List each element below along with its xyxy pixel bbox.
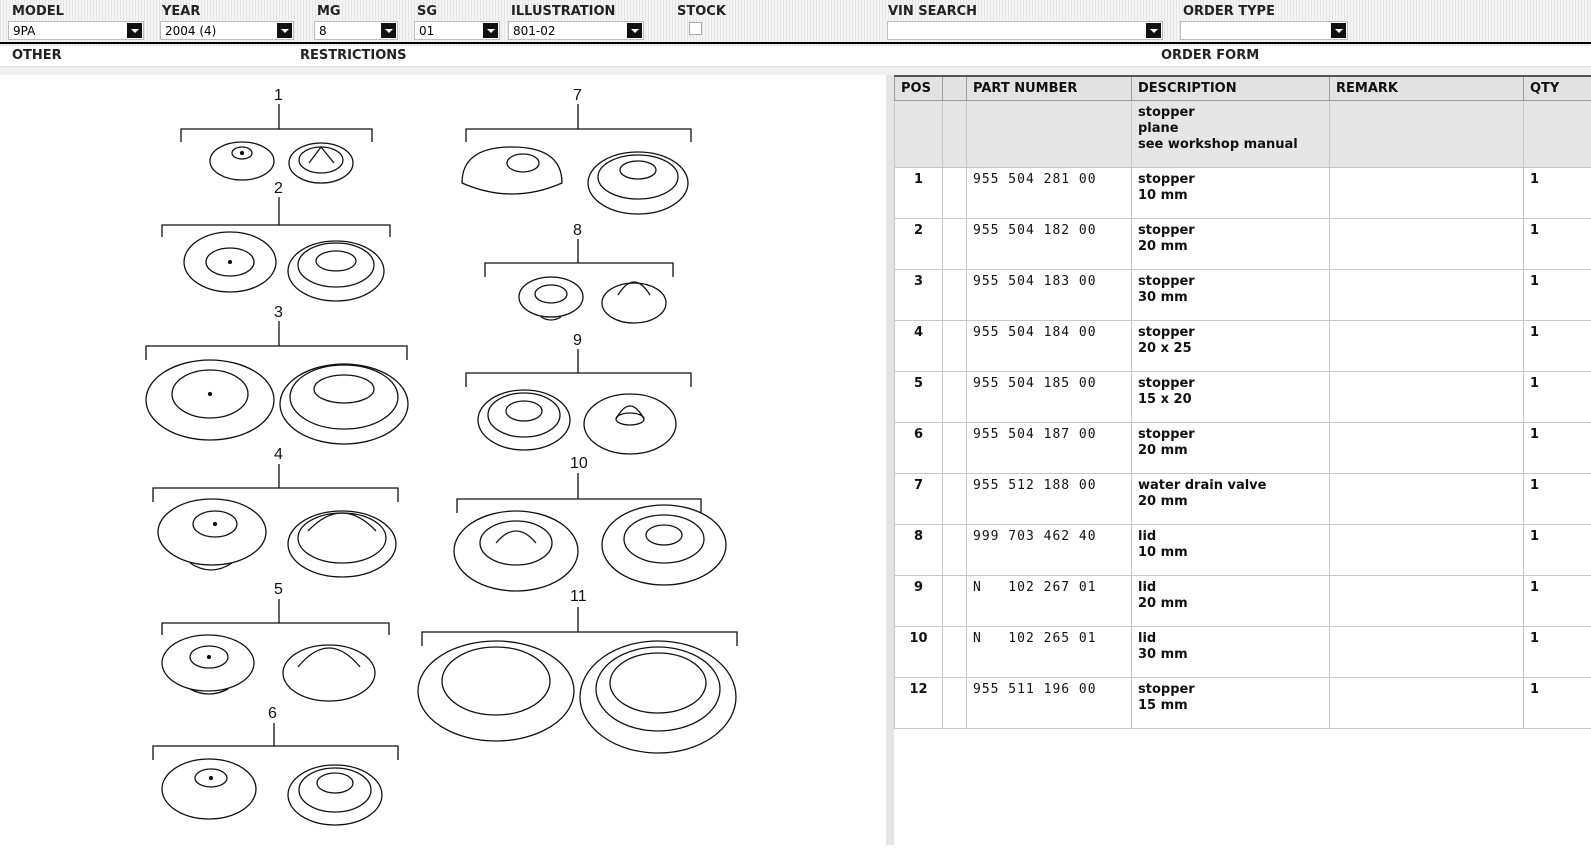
row-remark — [1330, 168, 1524, 219]
table-row[interactable] — [895, 525, 1591, 576]
row-pos: 8 — [895, 525, 943, 576]
row-pos: 9 — [895, 576, 943, 627]
row-remark — [1330, 372, 1524, 423]
chevron-down-icon[interactable] — [277, 23, 292, 38]
callout-4: 4 — [274, 446, 283, 463]
row-description-line: stopper — [1138, 376, 1323, 392]
row-description-line: lid — [1138, 529, 1323, 545]
row-blank — [943, 627, 967, 678]
model-value: 9PA — [13, 24, 35, 38]
group-header-row — [895, 101, 1591, 168]
row-remark — [1330, 423, 1524, 474]
col-remark[interactable]: REMARK — [1330, 76, 1524, 101]
table-row[interactable] — [895, 627, 1591, 678]
row-part-number: 999 703 462 40 — [967, 525, 1132, 576]
col-part-number[interactable]: PART NUMBER — [967, 76, 1132, 101]
row-blank — [943, 525, 967, 576]
row-description-line: stopper — [1138, 274, 1323, 290]
illustration-value: 801-02 — [513, 24, 556, 38]
row-pos: 6 — [895, 423, 943, 474]
sg-label: SG — [417, 4, 437, 19]
row-qty: 1 — [1524, 525, 1591, 576]
row-description-line: stopper — [1138, 682, 1323, 698]
row-blank — [943, 423, 967, 474]
model-label: MODEL — [12, 4, 64, 19]
row-blank — [943, 321, 967, 372]
col-description[interactable]: DESCRIPTION — [1132, 76, 1330, 101]
row-part-number: 955 511 196 00 — [967, 678, 1132, 729]
callout-7: 7 — [573, 87, 582, 104]
illustration-select[interactable] — [508, 21, 644, 40]
row-qty: 1 — [1524, 168, 1591, 219]
row-description — [1132, 627, 1330, 678]
table-row[interactable] — [895, 423, 1591, 474]
row-description — [1132, 423, 1330, 474]
callout-2: 2 — [274, 180, 283, 197]
row-part-number: 955 512 188 00 — [967, 474, 1132, 525]
exploded-diagram — [6, 77, 886, 845]
chevron-down-icon[interactable] — [483, 23, 498, 38]
row-description-line: stopper — [1138, 325, 1323, 341]
model-select[interactable] — [8, 21, 144, 40]
chevron-down-icon[interactable] — [1331, 23, 1346, 38]
row-description-size: 15 mm — [1138, 698, 1323, 714]
year-value: 2004 (4) — [165, 24, 216, 38]
callout-10: 10 — [570, 455, 588, 472]
row-description-size: 10 mm — [1138, 545, 1323, 561]
chevron-down-icon[interactable] — [127, 23, 142, 38]
row-description-line: stopper — [1138, 172, 1323, 188]
row-remark — [1330, 678, 1524, 729]
callout-9: 9 — [573, 332, 582, 349]
row-remark — [1330, 576, 1524, 627]
year-select[interactable] — [160, 21, 294, 40]
row-description-line: water drain valve — [1138, 478, 1323, 494]
row-remark — [1330, 627, 1524, 678]
row-remark — [1330, 525, 1524, 576]
row-qty: 1 — [1524, 576, 1591, 627]
col-qty[interactable]: QTY — [1524, 76, 1591, 101]
chevron-down-icon[interactable] — [627, 23, 642, 38]
row-description-size: 20 mm — [1138, 596, 1323, 612]
row-qty: 1 — [1524, 219, 1591, 270]
row-pos: 1 — [895, 168, 943, 219]
sg-value: 01 — [419, 24, 434, 38]
row-description-line: stopper — [1138, 223, 1323, 239]
row-qty: 1 — [1524, 423, 1591, 474]
group-description: stopper plane see workshop manual — [1132, 101, 1330, 168]
restrictions-tab[interactable]: RESTRICTIONS — [300, 48, 407, 63]
row-pos: 4 — [895, 321, 943, 372]
row-part-number: N 102 265 01 — [967, 627, 1132, 678]
header-underline — [0, 42, 1591, 44]
row-description — [1132, 474, 1330, 525]
row-remark — [1330, 474, 1524, 525]
row-description — [1132, 576, 1330, 627]
callout-5: 5 — [274, 581, 283, 598]
row-qty: 1 — [1524, 372, 1591, 423]
row-part-number: 955 504 281 00 — [967, 168, 1132, 219]
table-header — [895, 76, 1591, 101]
row-description-line: lid — [1138, 580, 1323, 596]
row-description-size: 20 mm — [1138, 239, 1323, 255]
other-tab[interactable]: OTHER — [12, 48, 62, 63]
row-blank — [943, 474, 967, 525]
row-description — [1132, 372, 1330, 423]
row-qty: 1 — [1524, 474, 1591, 525]
chevron-down-icon[interactable] — [381, 23, 396, 38]
row-part-number: 955 504 185 00 — [967, 372, 1132, 423]
row-remark — [1330, 270, 1524, 321]
row-description-line: lid — [1138, 631, 1323, 647]
row-pos: 3 — [895, 270, 943, 321]
row-pos: 12 — [895, 678, 943, 729]
row-qty: 1 — [1524, 321, 1591, 372]
row-part-number: 955 504 187 00 — [967, 423, 1132, 474]
table-row[interactable] — [895, 168, 1591, 219]
row-description-line: stopper — [1138, 427, 1323, 443]
row-description — [1132, 525, 1330, 576]
col-pos[interactable]: POS — [895, 76, 943, 101]
year-label: YEAR — [162, 4, 200, 19]
row-description — [1132, 168, 1330, 219]
parts-illustration — [6, 77, 886, 845]
col-blank[interactable] — [943, 76, 967, 101]
parts-table-panel — [894, 75, 1591, 845]
row-description — [1132, 219, 1330, 270]
row-blank — [943, 270, 967, 321]
vin-search-input[interactable] — [887, 21, 1163, 40]
callout-6: 6 — [268, 705, 277, 722]
row-qty: 1 — [1524, 270, 1591, 321]
callout-3: 3 — [274, 304, 283, 321]
row-description-size: 30 mm — [1138, 290, 1323, 306]
table-row[interactable] — [895, 270, 1591, 321]
header-bar — [0, 0, 1591, 46]
table-row[interactable] — [895, 219, 1591, 270]
row-blank — [943, 168, 967, 219]
row-blank — [943, 372, 967, 423]
mg-label: MG — [317, 4, 341, 19]
callout-8: 8 — [573, 222, 582, 239]
row-description-size: 20 mm — [1138, 494, 1323, 510]
row-description-size: 10 mm — [1138, 188, 1323, 204]
row-pos: 10 — [895, 627, 943, 678]
row-description — [1132, 678, 1330, 729]
row-description — [1132, 270, 1330, 321]
row-pos: 5 — [895, 372, 943, 423]
row-part-number: 955 504 183 00 — [967, 270, 1132, 321]
row-qty: 1 — [1524, 627, 1591, 678]
chevron-down-icon[interactable] — [1146, 23, 1161, 38]
table-row[interactable] — [895, 321, 1591, 372]
row-description-size: 30 mm — [1138, 647, 1323, 663]
mg-value: 8 — [319, 24, 327, 38]
panel-divider[interactable] — [886, 75, 894, 845]
table-row[interactable] — [895, 576, 1591, 627]
row-blank — [943, 678, 967, 729]
row-remark — [1330, 321, 1524, 372]
row-description-size: 20 mm — [1138, 443, 1323, 459]
row-qty: 1 — [1524, 678, 1591, 729]
row-remark — [1330, 219, 1524, 270]
parts-table — [894, 75, 1591, 729]
row-description-size: 15 x 20 — [1138, 392, 1323, 408]
sg-select[interactable] — [414, 21, 500, 40]
row-part-number: 955 504 182 00 — [967, 219, 1132, 270]
mg-select[interactable] — [314, 21, 398, 40]
table-row[interactable] — [895, 474, 1591, 525]
illustration-label: ILLUSTRATION — [511, 4, 615, 19]
order-type-select[interactable] — [1180, 21, 1348, 40]
row-pos: 2 — [895, 219, 943, 270]
vin-search-label: VIN SEARCH — [888, 4, 977, 19]
table-row[interactable] — [895, 678, 1591, 729]
table-row[interactable] — [895, 372, 1591, 423]
callout-11: 11 — [570, 588, 587, 605]
stock-label: STOCK — [677, 4, 726, 19]
stock-checkbox[interactable] — [689, 22, 702, 35]
row-description — [1132, 321, 1330, 372]
row-pos: 7 — [895, 474, 943, 525]
order-type-label: ORDER TYPE — [1183, 4, 1275, 19]
order-form-tab[interactable]: ORDER FORM — [1161, 48, 1259, 63]
callout-1: 1 — [274, 87, 283, 104]
row-blank — [943, 219, 967, 270]
row-blank — [943, 576, 967, 627]
row-part-number: 955 504 184 00 — [967, 321, 1132, 372]
row-part-number: N 102 267 01 — [967, 576, 1132, 627]
separator — [0, 67, 1591, 75]
subheader-bar — [0, 46, 1591, 67]
row-description-size: 20 x 25 — [1138, 341, 1323, 357]
